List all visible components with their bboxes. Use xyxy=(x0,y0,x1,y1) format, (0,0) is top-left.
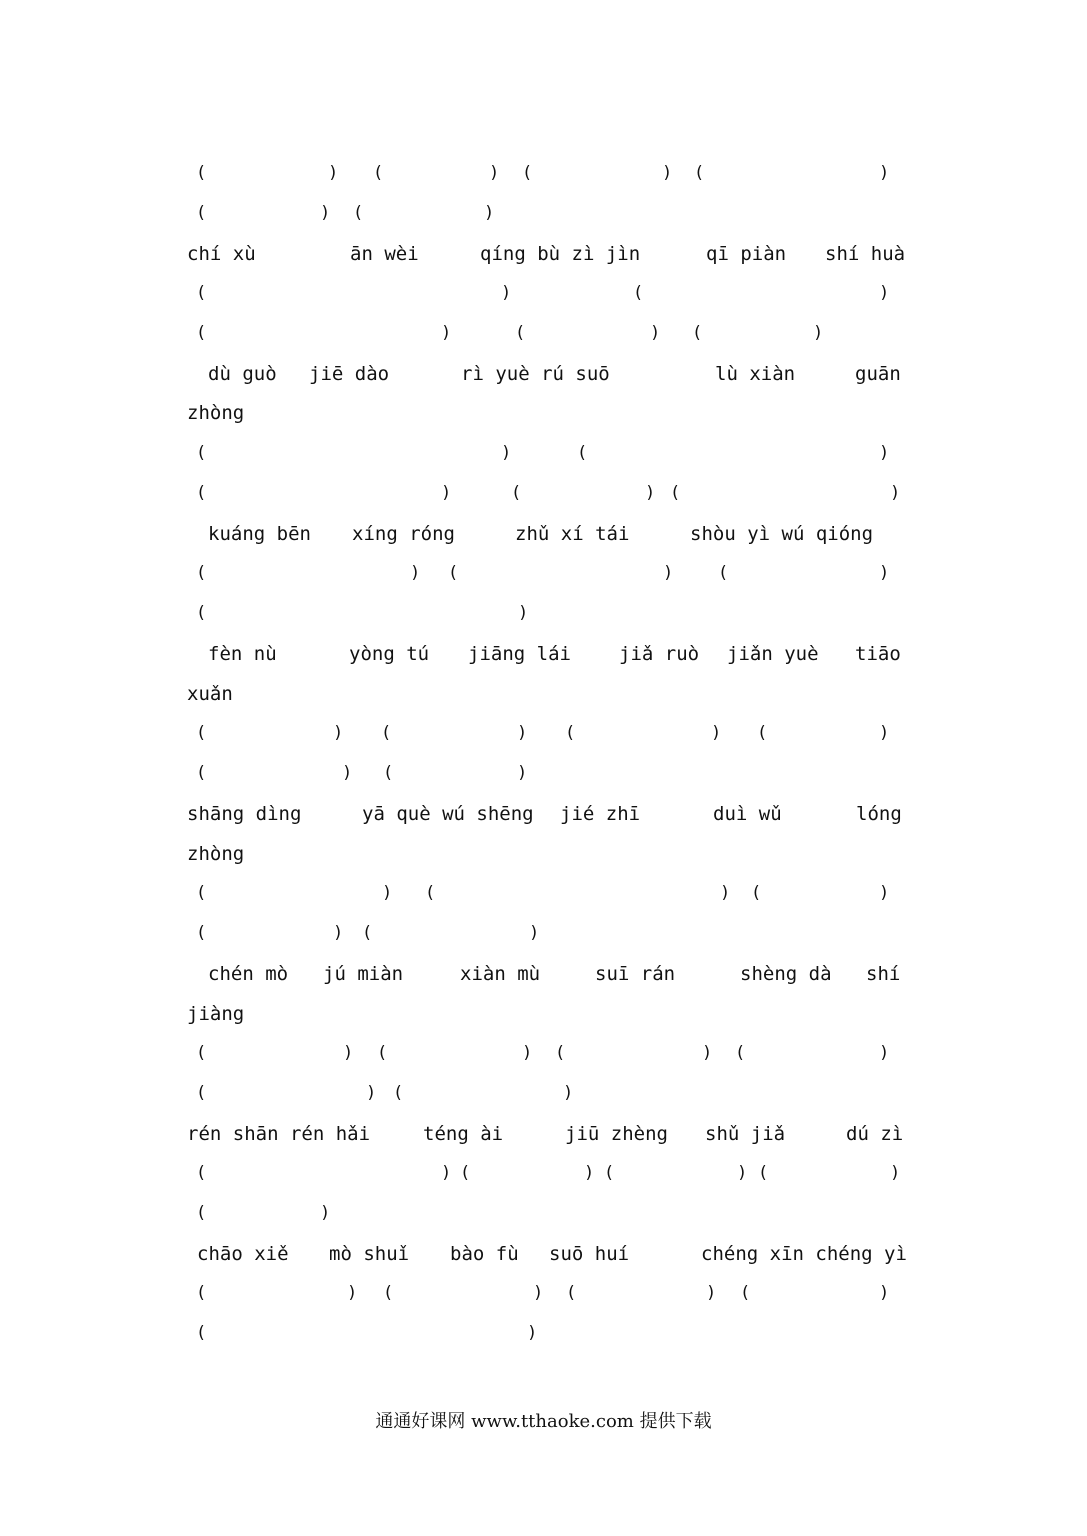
blank-open-paren: ( xyxy=(196,163,207,183)
blank-open-paren: ( xyxy=(740,1283,751,1303)
pinyin-word: zhòng xyxy=(187,843,245,865)
blank-open-paren: ( xyxy=(555,1043,566,1063)
blank-open-paren: ( xyxy=(196,923,207,943)
blank-open-paren: ( xyxy=(604,1163,615,1183)
pinyin-word: dú zì xyxy=(846,1123,904,1145)
blank-open-paren: ( xyxy=(522,163,533,183)
pinyin-row xyxy=(0,799,1087,829)
answer-row xyxy=(0,198,1087,228)
blank-close-paren: ) xyxy=(489,163,500,183)
pinyin-word: fèn nù xyxy=(208,643,277,665)
pinyin-word: jiē dào xyxy=(309,363,390,385)
answer-row xyxy=(0,758,1087,788)
pinyin-word: zhǔ xí tái xyxy=(515,523,630,545)
pinyin-word: téng ài xyxy=(423,1123,504,1145)
blank-close-paren: ) xyxy=(441,483,452,503)
pinyin-word: jiū zhèng xyxy=(565,1123,668,1145)
blank-open-paren: ( xyxy=(196,883,207,903)
blank-close-paren: ) xyxy=(879,443,890,463)
blank-close-paren: ) xyxy=(484,203,495,223)
answer-row xyxy=(0,598,1087,628)
blank-close-paren: ) xyxy=(382,883,393,903)
pinyin-word: chāo xiě xyxy=(197,1243,289,1265)
blank-close-paren: ) xyxy=(879,883,890,903)
pinyin-word: rì yuè rú suō xyxy=(461,363,610,385)
blank-close-paren: ) xyxy=(650,323,661,343)
pinyin-row xyxy=(0,1119,1087,1149)
blank-open-paren: ( xyxy=(383,763,394,783)
blank-close-paren: ) xyxy=(879,1283,890,1303)
pinyin-word: shí xyxy=(866,963,901,985)
blank-close-paren: ) xyxy=(441,1163,452,1183)
blank-close-paren: ) xyxy=(584,1163,595,1183)
blank-open-paren: ( xyxy=(383,1283,394,1303)
pinyin-row xyxy=(0,679,1087,709)
pinyin-word: chí xù xyxy=(187,243,256,265)
blank-close-paren: ) xyxy=(501,283,512,303)
pinyin-word: bào fù xyxy=(450,1243,519,1265)
blank-close-paren: ) xyxy=(529,923,540,943)
blank-open-paren: ( xyxy=(566,1283,577,1303)
pinyin-word: yā què wú shēng xyxy=(362,803,534,825)
blank-open-paren: ( xyxy=(757,723,768,743)
pinyin-word: rén shān rén hǎi xyxy=(187,1123,371,1145)
blank-open-paren: ( xyxy=(633,283,644,303)
blank-close-paren: ) xyxy=(879,163,890,183)
blank-close-paren: ) xyxy=(501,443,512,463)
blank-open-paren: ( xyxy=(196,603,207,623)
pinyin-row xyxy=(0,359,1087,389)
blank-open-paren: ( xyxy=(460,1163,471,1183)
blank-close-paren: ) xyxy=(563,1083,574,1103)
blank-close-paren: ) xyxy=(342,763,353,783)
pinyin-word: jié zhī xyxy=(560,803,641,825)
pinyin-row xyxy=(0,999,1087,1029)
pinyin-word: suō huí xyxy=(549,1243,630,1265)
pinyin-word: zhòng xyxy=(187,402,245,424)
blank-open-paren: ( xyxy=(758,1163,769,1183)
blank-open-paren: ( xyxy=(577,443,588,463)
pinyin-word: yòng tú xyxy=(349,643,430,665)
blank-open-paren: ( xyxy=(196,1323,207,1343)
blank-close-paren: ) xyxy=(879,563,890,583)
blank-open-paren: ( xyxy=(377,1043,388,1063)
blank-open-paren: ( xyxy=(670,483,681,503)
pinyin-word: duì wǔ xyxy=(713,803,782,825)
pinyin-word: shèng dà xyxy=(740,963,832,985)
blank-open-paren: ( xyxy=(511,483,522,503)
blank-open-paren: ( xyxy=(718,563,729,583)
blank-close-paren: ) xyxy=(410,563,421,583)
pinyin-word: jiǎ ruò xyxy=(619,643,700,665)
blank-close-paren: ) xyxy=(879,1043,890,1063)
blank-close-paren: ) xyxy=(333,723,344,743)
pinyin-word: jiāng lái xyxy=(468,643,571,665)
blank-open-paren: ( xyxy=(196,483,207,503)
blank-open-paren: ( xyxy=(196,323,207,343)
blank-open-paren: ( xyxy=(196,723,207,743)
pinyin-word: shí huà xyxy=(825,243,906,265)
answer-row xyxy=(0,878,1087,908)
blank-close-paren: ) xyxy=(533,1283,544,1303)
blank-close-paren: ) xyxy=(441,323,452,343)
blank-open-paren: ( xyxy=(362,923,373,943)
blank-close-paren: ) xyxy=(333,923,344,943)
answer-row xyxy=(0,1198,1087,1228)
pinyin-word: qī piàn xyxy=(706,243,787,265)
answer-row xyxy=(0,318,1087,348)
pinyin-row xyxy=(0,1239,1087,1269)
pinyin-word: kuáng bēn xyxy=(208,523,311,545)
blank-close-paren: ) xyxy=(706,1283,717,1303)
blank-close-paren: ) xyxy=(890,1163,901,1183)
pinyin-word: mò shuǐ xyxy=(329,1243,410,1265)
blank-open-paren: ( xyxy=(448,563,459,583)
pinyin-row xyxy=(0,839,1087,869)
blank-close-paren: ) xyxy=(328,163,339,183)
blank-close-paren: ) xyxy=(645,483,656,503)
blank-close-paren: ) xyxy=(522,1043,533,1063)
blank-close-paren: ) xyxy=(879,283,890,303)
answer-row xyxy=(0,438,1087,468)
blank-open-paren: ( xyxy=(393,1083,404,1103)
blank-open-paren: ( xyxy=(425,883,436,903)
answer-row xyxy=(0,1078,1087,1108)
pinyin-word: shāng dìng xyxy=(187,803,302,825)
pinyin-word: jiàng xyxy=(187,1003,245,1025)
pinyin-word: xiàn mù xyxy=(460,963,541,985)
pinyin-row xyxy=(0,639,1087,669)
blank-close-paren: ) xyxy=(366,1083,377,1103)
pinyin-word: shǔ jiǎ xyxy=(705,1123,786,1145)
answer-row xyxy=(0,1318,1087,1348)
pinyin-word: jú miàn xyxy=(323,963,404,985)
pinyin-word: qíng bù zì jìn xyxy=(480,243,641,265)
blank-open-paren: ( xyxy=(196,1203,207,1223)
answer-row xyxy=(0,158,1087,188)
blank-close-paren: ) xyxy=(890,483,901,503)
pinyin-word: chéng xīn chéng yì xyxy=(701,1243,907,1265)
pinyin-row xyxy=(0,959,1087,989)
pinyin-word: suī rán xyxy=(595,963,676,985)
answer-row xyxy=(0,1158,1087,1188)
pinyin-word: chén mò xyxy=(208,963,289,985)
blank-open-paren: ( xyxy=(515,323,526,343)
pinyin-word: guān xyxy=(855,363,901,385)
blank-open-paren: ( xyxy=(196,443,207,463)
pinyin-word: xuǎn xyxy=(187,683,233,705)
answer-row xyxy=(0,718,1087,748)
answer-row xyxy=(0,918,1087,948)
blank-open-paren: ( xyxy=(196,1283,207,1303)
blank-open-paren: ( xyxy=(196,203,207,223)
footer-credit: 通通好课网 www.tthaoke.com 提供下载 xyxy=(375,1411,712,1432)
pinyin-word: dù guò xyxy=(208,363,277,385)
blank-open-paren: ( xyxy=(692,323,703,343)
blank-close-paren: ) xyxy=(720,883,731,903)
blank-close-paren: ) xyxy=(347,1283,358,1303)
blank-close-paren: ) xyxy=(662,163,673,183)
blank-open-paren: ( xyxy=(196,763,207,783)
blank-open-paren: ( xyxy=(196,563,207,583)
blank-close-paren: ) xyxy=(879,723,890,743)
blank-close-paren: ) xyxy=(517,723,528,743)
blank-close-paren: ) xyxy=(518,603,529,623)
blank-open-paren: ( xyxy=(694,163,705,183)
blank-open-paren: ( xyxy=(735,1043,746,1063)
blank-close-paren: ) xyxy=(813,323,824,343)
answer-row xyxy=(0,478,1087,508)
pinyin-word: lù xiàn xyxy=(715,363,796,385)
pinyin-word: xíng róng xyxy=(352,523,455,545)
blank-close-paren: ) xyxy=(663,563,674,583)
pinyin-row xyxy=(0,398,1087,428)
pinyin-word: ān wèi xyxy=(350,243,419,265)
blank-open-paren: ( xyxy=(381,723,392,743)
blank-open-paren: ( xyxy=(353,203,364,223)
blank-open-paren: ( xyxy=(196,1043,207,1063)
answer-row xyxy=(0,558,1087,588)
pinyin-row xyxy=(0,239,1087,269)
blank-close-paren: ) xyxy=(320,203,331,223)
pinyin-word: shòu yì wú qióng xyxy=(690,523,874,545)
answer-row xyxy=(0,278,1087,308)
blank-close-paren: ) xyxy=(517,763,528,783)
blank-close-paren: ) xyxy=(702,1043,713,1063)
blank-close-paren: ) xyxy=(527,1323,538,1343)
answer-row xyxy=(0,1278,1087,1308)
pinyin-word: tiāo xyxy=(855,643,901,665)
blank-open-paren: ( xyxy=(565,723,576,743)
pinyin-row xyxy=(0,519,1087,549)
blank-close-paren: ) xyxy=(711,723,722,743)
pinyin-word: jiǎn yuè xyxy=(727,643,819,665)
blank-close-paren: ) xyxy=(320,1203,331,1223)
answer-row xyxy=(0,1038,1087,1068)
blank-close-paren: ) xyxy=(737,1163,748,1183)
blank-open-paren: ( xyxy=(196,1083,207,1103)
blank-open-paren: ( xyxy=(196,1163,207,1183)
blank-open-paren: ( xyxy=(196,283,207,303)
pinyin-word: lóng xyxy=(856,803,902,825)
blank-open-paren: ( xyxy=(751,883,762,903)
blank-open-paren: ( xyxy=(373,163,384,183)
blank-close-paren: ) xyxy=(343,1043,354,1063)
